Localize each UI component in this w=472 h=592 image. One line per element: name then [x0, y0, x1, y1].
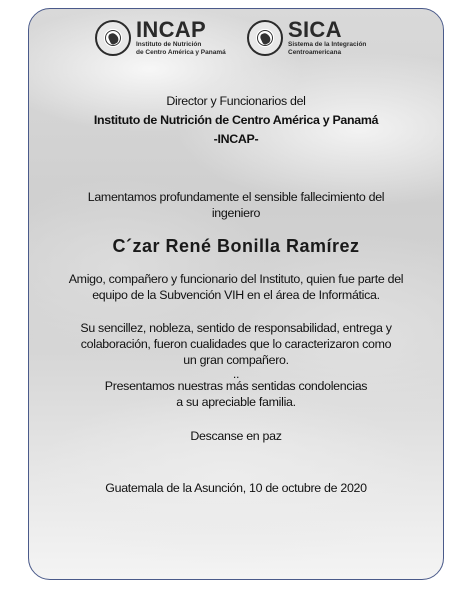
incap-logo-line1: Instituto de Nutrición	[136, 41, 202, 48]
sica-seal-icon	[247, 20, 283, 56]
condolences-line1: Presentamos nuestras más sentidas condolencias	[104, 379, 368, 393]
incap-logo-line2: de Centro América y Panamá	[136, 48, 226, 56]
role-line1: Amigo, compañero y funcionario del Instituto, quien fue parte del	[68, 272, 404, 286]
place-date: Guatemala de la Asunción, 10 de octubre de 2020	[105, 481, 367, 495]
letter-body	[29, 93, 443, 496]
announcement-line2: ingeniero	[211, 206, 261, 220]
sica-logo-line2: Centroamericana	[288, 48, 342, 56]
condolences-line2: a su apreciable familia.	[176, 395, 296, 409]
incap-logo	[95, 19, 226, 56]
qualities-line2: colaboración, fueron cualidades que lo caracterizaron como	[80, 337, 392, 351]
incap-seal-icon	[95, 20, 131, 56]
rest-in-peace: Descanse en paz	[190, 429, 282, 443]
qualities-line3: un gran compañero.	[183, 353, 289, 367]
addressee: Director y Funcionarios del	[166, 94, 306, 108]
qualities-line1: Su sencillez, nobleza, sentido de responsabilidad, entrega y	[80, 321, 392, 335]
role-line2: equipo de la Subvención VIH en el área de Informática.	[92, 288, 380, 302]
condolence-card	[28, 8, 444, 580]
incap-logo-name: INCAP	[136, 17, 206, 42]
sica-logo-name: SICA	[288, 17, 342, 42]
announcement-line1: Lamentamos profundamente el sensible fallecimiento del	[87, 190, 385, 204]
sica-logo	[247, 19, 366, 56]
institute-acronym: -INCAP-	[213, 132, 259, 146]
institute-name: Instituto de Nutrición de Centro América y Panamá	[93, 113, 379, 127]
separator: ..	[232, 367, 240, 381]
sica-logo-line1: Sistema de la Integración	[288, 41, 367, 48]
deceased-name: C´zar René Bonilla Ramírez	[112, 236, 360, 256]
